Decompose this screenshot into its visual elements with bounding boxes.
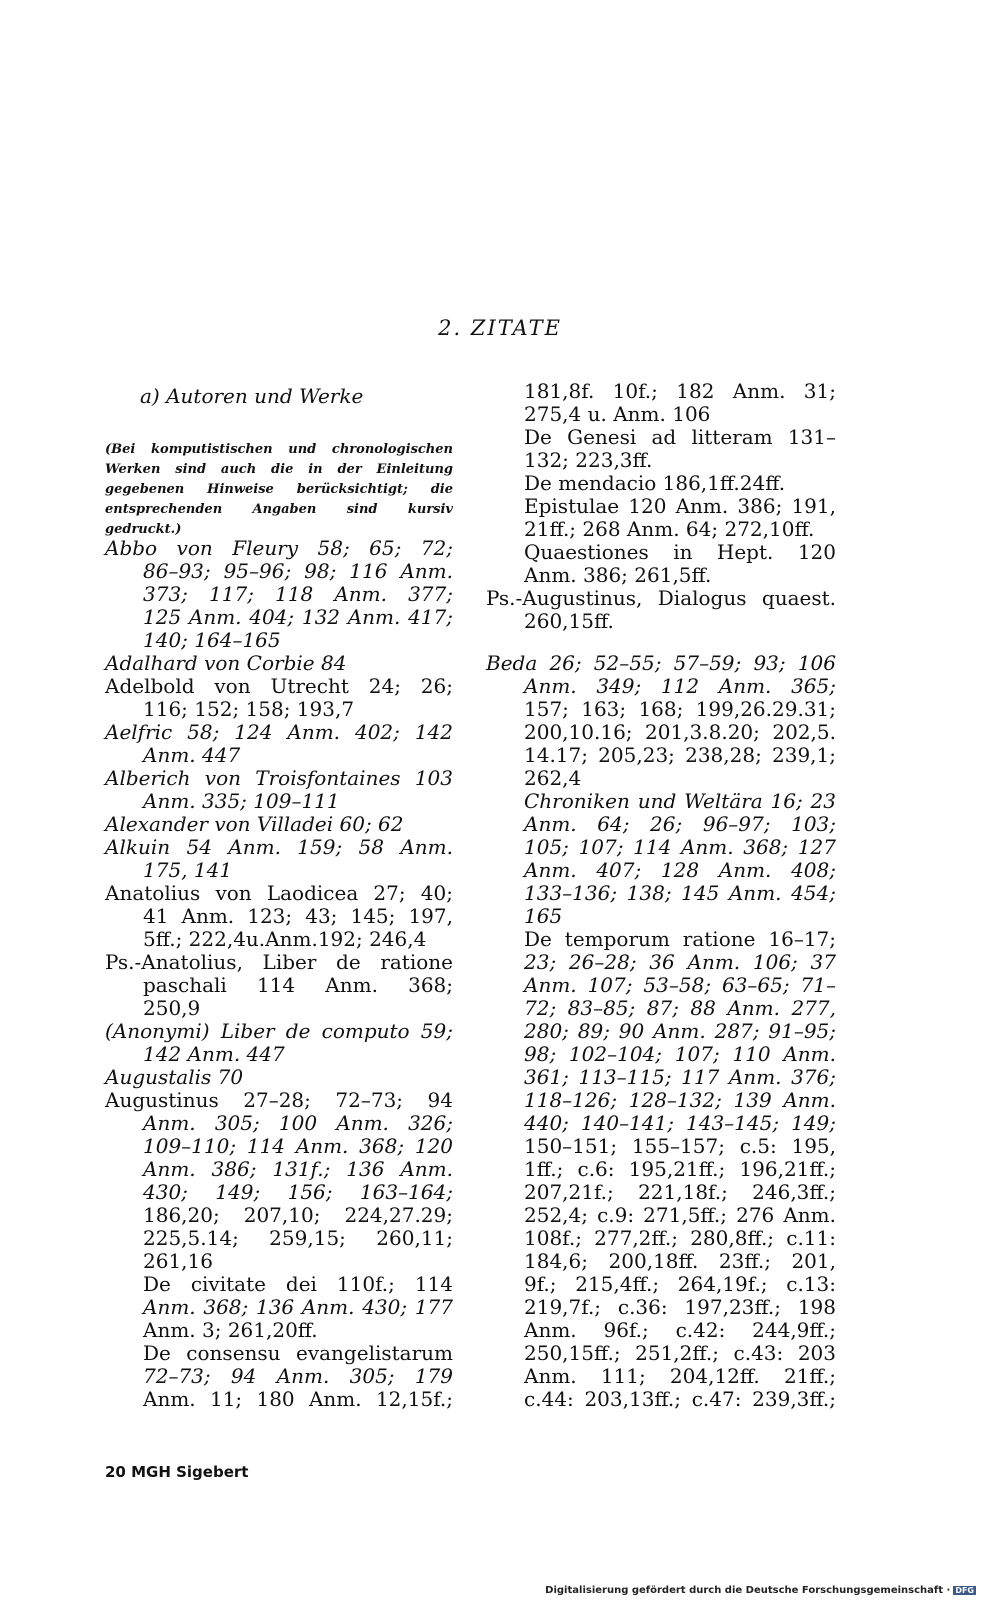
entry-line: Alexander von Villadei 60; 62 <box>105 812 404 836</box>
entry-line: 133–136; 138; 145 Anm. 454; <box>524 881 836 905</box>
entry-line: Anatolius von Laodicea 27; 40; <box>105 881 453 905</box>
entry-line: 98; 102–104; 107; 110 Anm. <box>524 1042 836 1066</box>
entry-line: 184,6; 200,18ff. 23ff.; 201, <box>524 1249 836 1273</box>
index-entry <box>105 951 453 1020</box>
entry-line: 125 Anm. 404; 132 Anm. 417; <box>143 605 453 629</box>
entry-line: 186,20; 207,10; 224,27.29; <box>143 1203 453 1227</box>
entry-line: Aelfric 58; 124 Anm. 402; 142 <box>105 720 453 744</box>
digitization-credit <box>545 1585 976 1596</box>
entry-line: Abbo von Fleury 58; 65; 72; <box>105 536 453 560</box>
entry-line: 108f.; 277,2ff.; 280,8ff.; c.11: <box>524 1226 836 1250</box>
entry-line: Anm. 305; 100 Anm. 326; <box>143 1111 453 1135</box>
index-entry <box>486 587 836 633</box>
entry-line: Alkuin 54 Anm. 159; 58 Anm. <box>105 835 453 859</box>
entry-line: Anm. 447 <box>143 743 241 767</box>
entry-line: De consensu evangelistarum <box>143 1341 453 1365</box>
entry-line: Quaestiones in Hept. 120 <box>524 540 836 564</box>
entry-line: De civitate dei 110f.; 114 <box>143 1272 453 1296</box>
entry-line: De Genesi ad litteram 131– <box>524 425 836 449</box>
entry-line: Chroniken und Weltära 16; 23 <box>524 789 836 813</box>
entry-line: De temporum ratione 16–17; <box>524 927 836 951</box>
entry-line: Anm. 111; 204,12ff. 21ff.; <box>524 1364 836 1388</box>
entry-line: Anm. 386; 131f.; 136 Anm. <box>143 1157 453 1181</box>
entry-line: 181,8f. 10f.; 182 Anm. 31; <box>524 379 836 403</box>
entry-line: Anm. 96f.; c.42: 244,9ff.; <box>524 1318 836 1342</box>
index-entry <box>105 1089 453 1273</box>
index-entry <box>105 1066 453 1089</box>
entry-line: Anm. 335; 109–111 <box>143 789 340 813</box>
entry-line: 262,4 <box>524 766 582 790</box>
entry-line: Anm. 64; 26; 96–97; 103; <box>524 812 836 836</box>
entry-line: Ps.-Anatolius, Liber de ratione <box>105 950 453 974</box>
index-entry <box>105 813 453 836</box>
index-entry <box>486 928 836 1411</box>
entry-line: 430; 149; 156; 163–164; <box>143 1180 453 1204</box>
entry-line: Adalhard von Corbie 84 <box>105 651 347 675</box>
entry-line: 14.17; 205,23; 238,28; 239,1; <box>524 743 836 767</box>
entry-line: Anm. 107; 53–58; 63–65; 71– <box>524 973 836 997</box>
entry-line: Ps.-Augustinus, Dialogus quaest. <box>486 586 836 610</box>
entry-line: Augustalis 70 <box>105 1065 244 1089</box>
entry-line: Anm. 349; 112 Anm. 365; <box>524 674 836 698</box>
entry-line: 132; 223,3ff. <box>524 448 653 472</box>
index-entry <box>486 380 836 426</box>
entry-line: 261,16 <box>143 1249 213 1273</box>
index-entry <box>105 1020 453 1066</box>
entry-line: 207,21f.; 221,18f.; 246,3ff.; <box>524 1180 836 1204</box>
entry-line: 41 Anm. 123; 43; 145; 197, <box>143 904 453 928</box>
entry-line: 165 <box>524 904 563 928</box>
entry-line: 72–73; 94 Anm. 305; 179 <box>143 1364 453 1388</box>
entry-line: 200,10.16; 201,3.8.20; 202,5. <box>524 720 836 744</box>
entry-line: paschali 114 Anm. 368; <box>143 973 453 997</box>
entry-line: 86–93; 95–96; 98; 116 Anm. <box>143 559 453 583</box>
entry-line: 157; 163; 168; 199,26.29.31; <box>524 697 836 721</box>
index-entry <box>486 652 836 790</box>
entry-line: 275,4 u. Anm. 106 <box>524 402 711 426</box>
entry-line: c.44: 203,13ff.; c.47: 239,3ff.; <box>524 1387 836 1411</box>
entry-line: 23; 26–28; 36 Anm. 106; 37 <box>524 950 836 974</box>
entry-line: 225,5.14; 259,15; 260,11; <box>143 1226 453 1250</box>
entry-line: 116; 152; 158; 193,7 <box>143 697 355 721</box>
entry-line: 105; 107; 114 Anm. 368; 127 <box>524 835 836 859</box>
index-entry <box>105 767 453 813</box>
index-entry <box>105 1273 453 1342</box>
entry-line: Anm. 407; 128 Anm. 408; <box>524 858 836 882</box>
index-entry <box>486 472 836 495</box>
entry-line: 250,15ff.; 251,2ff.; c.43: 203 <box>524 1341 836 1365</box>
entry-line: 361; 113–115; 117 Anm. 376; <box>524 1065 836 1089</box>
entry-line: 440; 140–141; 143–145; 149; <box>524 1111 836 1135</box>
entry-line: 5ff.; 222,4u.Anm.192; 246,4 <box>143 927 427 951</box>
entry-line: 373; 117; 118 Anm. 377; <box>143 582 453 606</box>
index-entry <box>105 537 453 652</box>
index-entry <box>105 882 453 951</box>
index-entry <box>105 652 453 675</box>
entry-line: 118–126; 128–132; 139 Anm. <box>524 1088 836 1112</box>
entry-line: 72; 83–85; 87; 88 Anm. 277, <box>524 996 836 1020</box>
entry-line: Alberich von Troisfontaines 103 <box>105 766 453 790</box>
index-entry <box>105 1342 453 1411</box>
index-entry <box>486 426 836 472</box>
entry-line: Augustinus 27–28; 72–73; 94 <box>105 1088 453 1112</box>
entry-line: 252,4; c.9: 271,5ff.; 276 Anm. <box>524 1203 836 1227</box>
entry-line: 142 Anm. 447 <box>143 1042 285 1066</box>
entry-line: 260,15ff. <box>524 609 614 633</box>
section-heading: 2. ZITATE <box>438 316 562 340</box>
entry-line: Beda 26; 52–55; 57–59; 93; 106 <box>486 651 836 675</box>
index-entry <box>486 495 836 541</box>
subsection-title: a) Autoren und Werke <box>140 384 364 408</box>
editorial-note: (Bei komputistischen und chronologischen Werken sind auch die in der Einleitung gegebenen Hinweise berücksichtigt; die entsprechenden Angaben sind kursiv gedruckt.) <box>105 442 453 537</box>
entry-line: (Anonymi) Liber de computo 59; <box>105 1019 453 1043</box>
index-entry <box>105 721 453 767</box>
entry-line: 1ff.; c.6: 195,21ff.; 196,21ff.; <box>524 1157 836 1181</box>
entry-line: 280; 89; 90 Anm. 287; 91–95; <box>524 1019 836 1043</box>
index-entry <box>105 836 453 882</box>
entry-line: 219,7f.; c.36: 197,23ff.; 198 <box>524 1295 836 1319</box>
entry-line: 109–110; 114 Anm. 368; 120 <box>143 1134 453 1158</box>
index-entry <box>486 541 836 587</box>
entry-line: Anm. 11; 180 Anm. 12,15f.; <box>143 1387 453 1411</box>
credit-text: Digitalisierung gefördert durch die Deutsche Forschungsgemeinschaft · <box>545 1585 951 1596</box>
dfg-logo: DFG <box>955 1585 974 1595</box>
entry-line: Anm. 386; 261,5ff. <box>524 563 712 587</box>
index-entry <box>105 675 453 721</box>
index-entry <box>486 790 836 928</box>
entry-line: Anm. 3; 261,20ff. <box>143 1318 318 1342</box>
page-footer: 20 MGH Sigebert <box>105 1463 249 1481</box>
entry-line: De mendacio 186,1ff.24ff. <box>524 471 786 495</box>
entry-line: 21ff.; 268 Anm. 64; 272,10ff. <box>524 517 815 541</box>
entry-line: 150–151; 155–157; c.5: 195, <box>524 1134 836 1158</box>
entry-line: 140; 164–165 <box>143 628 281 652</box>
entry-line: Epistulae 120 Anm. 386; 191, <box>524 494 836 518</box>
entry-line: 175, 141 <box>143 858 233 882</box>
entry-line: Anm. 368; 136 Anm. 430; 177 <box>143 1295 453 1319</box>
entry-line: 250,9 <box>143 996 201 1020</box>
entry-line: 9f.; 215,4ff.; 264,19f.; c.13: <box>524 1272 836 1296</box>
entry-line: Adelbold von Utrecht 24; 26; <box>105 674 453 698</box>
